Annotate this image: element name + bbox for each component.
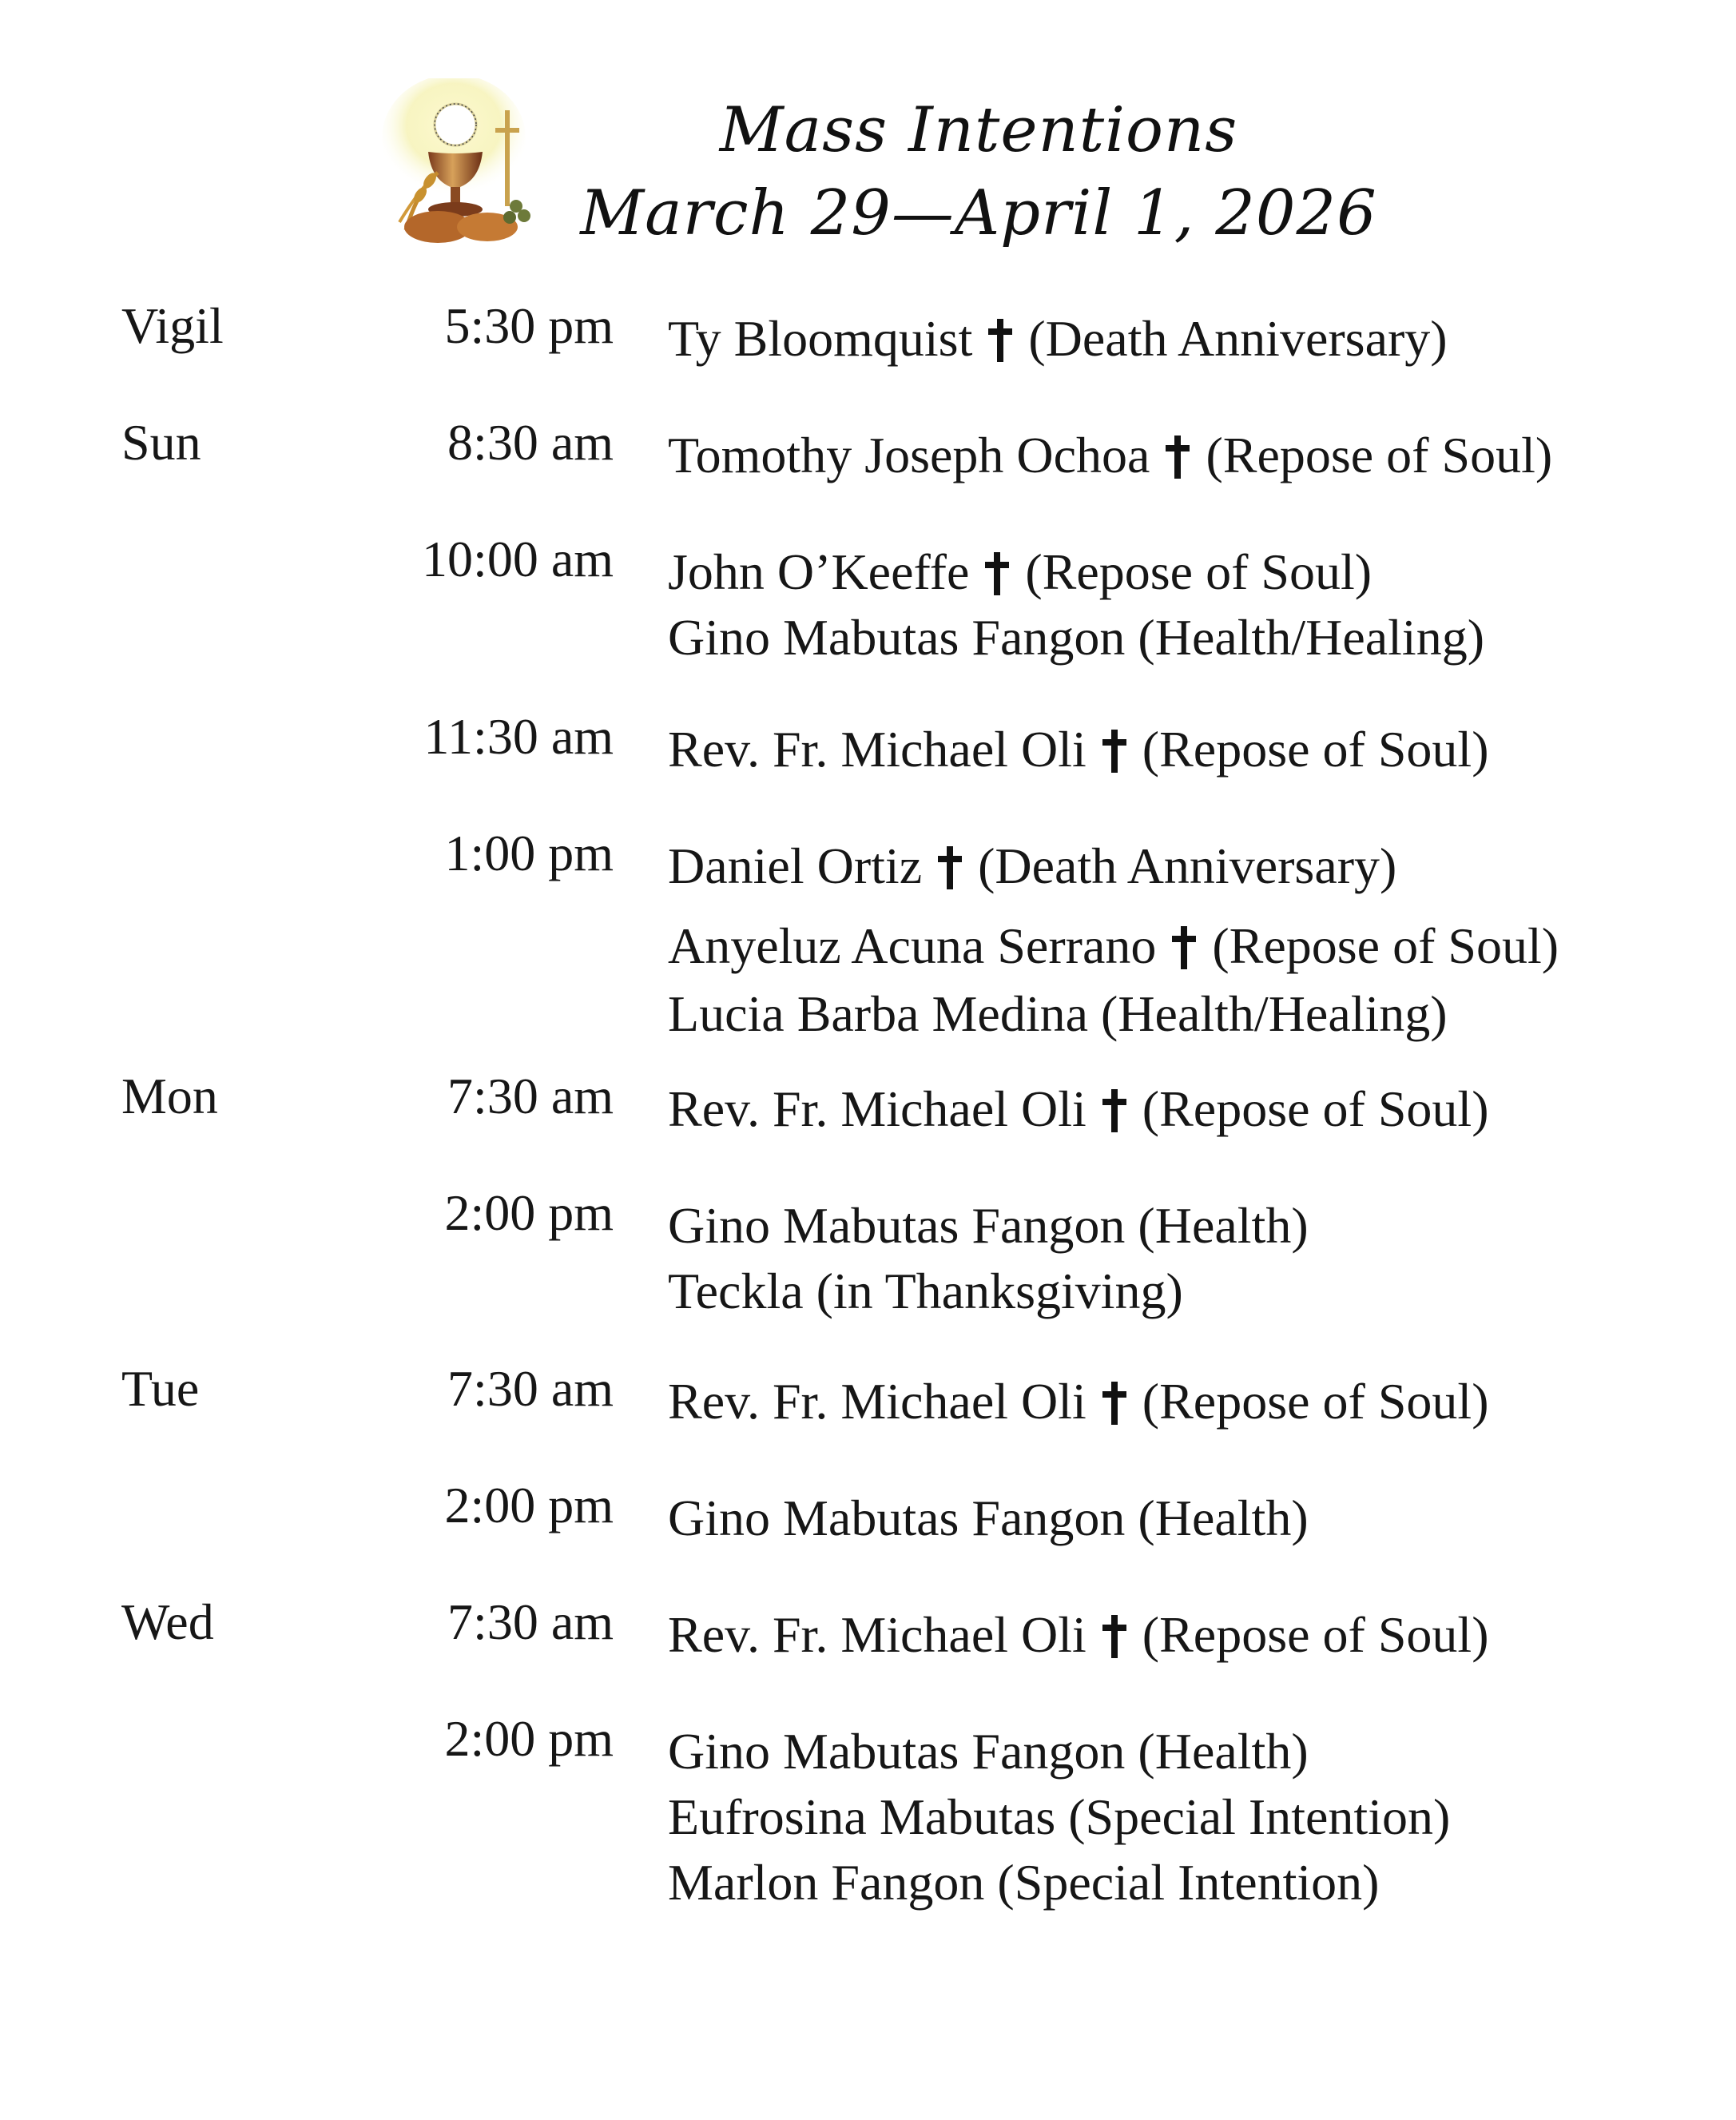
intention-purpose: (Health): [1138, 1490, 1309, 1546]
intention-item: [668, 721, 1489, 778]
intention-name: John O’Keeffe: [668, 543, 970, 600]
intention-item: [668, 985, 1448, 1042]
intention-item: [668, 837, 1397, 894]
latin-cross-icon: [1099, 721, 1130, 778]
intention-name: Teckla: [668, 1263, 804, 1319]
mass-time: 2:00 pm: [444, 1477, 614, 1533]
chalice-host-wheat-icon: [382, 78, 550, 250]
intention-name: Lucia Barba Medina: [668, 985, 1088, 1042]
intention-purpose: (Repose of Soul): [1142, 1080, 1489, 1137]
intention-name: Rev. Fr. Michael Oli: [668, 1606, 1086, 1663]
intention-purpose: (Health): [1138, 1723, 1309, 1780]
intention-item: [668, 310, 1448, 367]
mass-time: 5:30 pm: [444, 297, 614, 354]
intention-name: Anyeluz Acuna Serrano: [668, 917, 1157, 974]
latin-cross-icon: [1099, 1080, 1130, 1137]
latin-cross-icon: [982, 543, 1012, 600]
intention-purpose: (Health/Healing): [1101, 985, 1448, 1042]
intention-item: [668, 1197, 1309, 1254]
intention-purpose: (Repose of Soul): [1206, 427, 1553, 483]
date-range: March 29—April 1, 2026: [580, 177, 1377, 249]
intention-purpose: (Death Anniversary): [978, 837, 1397, 894]
mass-time: 7:30 am: [447, 1068, 614, 1124]
intention-purpose: (Special Intention): [997, 1854, 1380, 1911]
intention-item: [668, 1854, 1380, 1911]
intention-purpose: (Repose of Soul): [1142, 1373, 1489, 1430]
mass-time: 10:00 am: [422, 531, 614, 587]
intention-name: Ty Bloomquist: [668, 310, 973, 367]
intention-name: Eufrosina Mabutas: [668, 1788, 1056, 1845]
intention-item: [668, 543, 1373, 600]
intention-purpose: (Health/Healing): [1138, 609, 1484, 666]
intention-name: Rev. Fr. Michael Oli: [668, 721, 1086, 778]
mass-time: 2:00 pm: [444, 1184, 614, 1241]
day-label: Mon: [121, 1068, 218, 1124]
day-label: Wed: [121, 1593, 214, 1650]
page-title: Mass Intentions: [719, 94, 1238, 166]
intention-item: [668, 1788, 1451, 1845]
intention-name: Gino Mabutas Fangon: [668, 1197, 1126, 1254]
intention-purpose: (Repose of Soul): [1025, 543, 1373, 600]
intention-item: [668, 1490, 1309, 1546]
intention-item: [668, 1723, 1309, 1780]
latin-cross-icon: [1162, 427, 1193, 483]
mass-time: 8:30 am: [447, 414, 614, 471]
intention-purpose: (Death Anniversary): [1028, 310, 1448, 367]
intention-name: Daniel Ortiz: [668, 837, 923, 894]
intention-item: [668, 917, 1559, 974]
intention-name: Tomothy Joseph Ochoa: [668, 427, 1150, 483]
intention-item: [668, 609, 1484, 666]
intention-purpose: (Repose of Soul): [1142, 721, 1489, 778]
intention-name: Gino Mabutas Fangon: [668, 609, 1126, 666]
day-label: Vigil: [121, 297, 224, 354]
day-label: Sun: [121, 414, 201, 471]
latin-cross-icon: [1099, 1373, 1130, 1430]
mass-time: 1:00 pm: [444, 825, 614, 881]
intention-item: [668, 1263, 1183, 1319]
intention-purpose: (Special Intention): [1068, 1788, 1451, 1845]
latin-cross-icon: [1169, 917, 1199, 974]
latin-cross-icon: [985, 310, 1015, 367]
mass-time: 7:30 am: [447, 1360, 614, 1417]
mass-time: 11:30 am: [423, 708, 614, 765]
intention-item: [668, 1373, 1489, 1430]
intention-name: Rev. Fr. Michael Oli: [668, 1373, 1086, 1430]
latin-cross-icon: [1099, 1606, 1130, 1663]
intention-name: Gino Mabutas Fangon: [668, 1723, 1126, 1780]
intention-name: Marlon Fangon: [668, 1854, 985, 1911]
latin-cross-icon: [935, 837, 965, 894]
intention-purpose: (Repose of Soul): [1212, 917, 1559, 974]
intention-purpose: (in Thanksgiving): [816, 1263, 1183, 1319]
intention-purpose: (Health): [1138, 1197, 1309, 1254]
intention-item: [668, 1606, 1489, 1663]
intention-item: [668, 1080, 1489, 1137]
mass-time: 7:30 am: [447, 1593, 614, 1650]
intention-name: Gino Mabutas Fangon: [668, 1490, 1126, 1546]
intention-name: Rev. Fr. Michael Oli: [668, 1080, 1086, 1137]
intention-purpose: (Repose of Soul): [1142, 1606, 1489, 1663]
intention-item: [668, 427, 1553, 483]
mass-time: 2:00 pm: [444, 1710, 614, 1767]
day-label: Tue: [121, 1360, 200, 1417]
